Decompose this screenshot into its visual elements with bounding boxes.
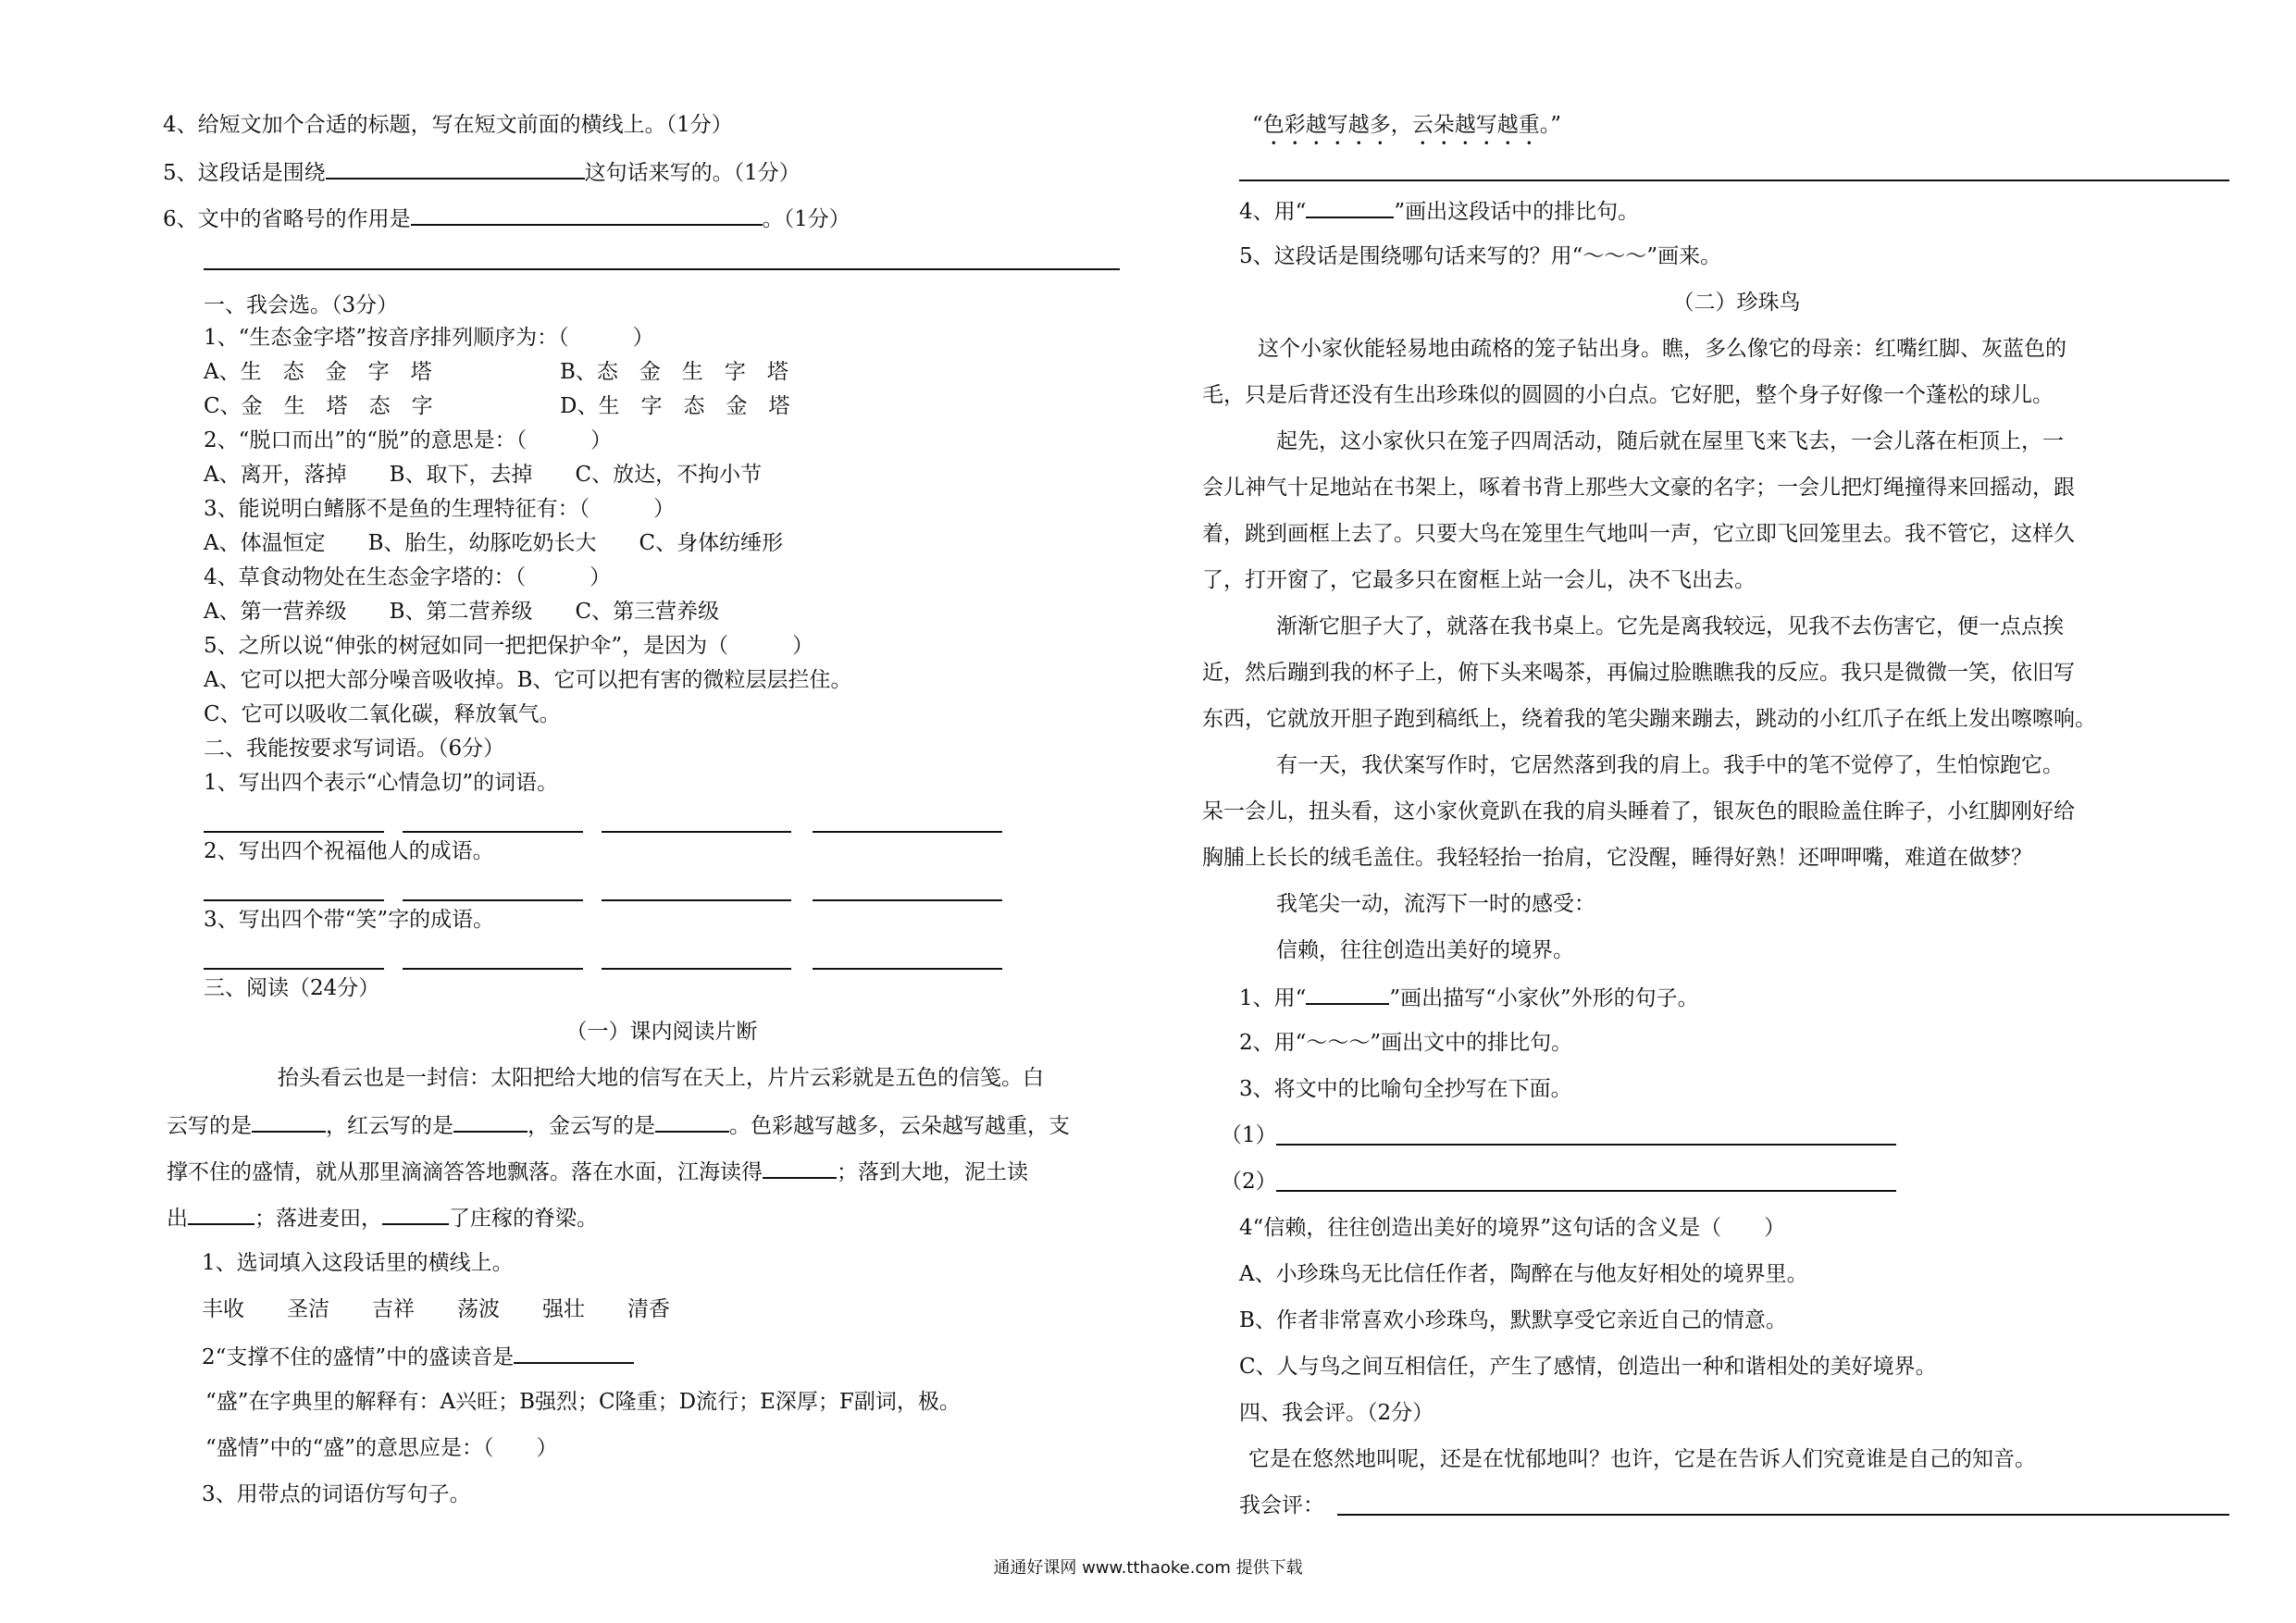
s1-q2-options: A、离开，落掉 B、取下，去掉 C、放达，不拘小节: [204, 463, 763, 487]
passage-2-line-12: 胸脯上长长的绒毛盖住。我轻轻抬一抬肩，它没醒，睡得好熟！还呷呷嘴，难道在做梦？: [1202, 846, 2032, 870]
title-line[interactable]: [204, 268, 1120, 270]
answer-blank[interactable]: [514, 1342, 634, 1364]
s1-question-5: 5、之所以说“伸张的树冠如同一把把保护伞”，是因为（ ）: [204, 634, 814, 658]
r2-q4-option-c: C、人与鸟之间互相信任，产生了感情，创造出一种和谐相处的美好境界。: [1239, 1355, 1937, 1379]
s2-question-3: 3、写出四个带“笑”字的成语。: [204, 908, 495, 932]
s1-q1-option-a: A、生 态 金 字 塔: [204, 360, 432, 384]
fill-blank[interactable]: [188, 1203, 254, 1225]
fill-blank[interactable]: [252, 1110, 326, 1133]
answer-line[interactable]: [403, 899, 583, 901]
answer-blank[interactable]: [411, 204, 763, 226]
reading-2-subtitle: （二）珍珠鸟: [1672, 291, 1801, 315]
passage-2-line-10: 有一天，我伏案写作时，它居然落到我的肩上。我手中的笔不觉停了，生怕惊跑它。: [1276, 753, 2064, 777]
underline-sample: [1306, 196, 1394, 218]
s1-q1-option-b: B、态 金 生 字 塔: [560, 360, 788, 384]
question-4: 4、给短文加个合适的标题，写在短文前面的横线上。（1分）: [163, 113, 733, 137]
r1-question-1: 1、选词填入这段话里的横线上。: [202, 1251, 514, 1275]
s2-question-1: 1、写出四个表示“心情急切”的词语。: [204, 771, 559, 795]
fill-blank[interactable]: [763, 1157, 837, 1179]
passage-1-line-3: 撑不住的盛情，就从那里滴滴答答地飘落。落在水面，江海读得 ；落到大地，泥土读: [167, 1157, 1028, 1186]
passage-2-line-2: 毛，只是后背还没有生出珍珠似的圆圆的小白点。它好肥，整个身子好像一个蓬松的球儿。: [1202, 383, 2054, 407]
r2-question-1: 1、用“ ”画出描写“小家伙”外形的句子。: [1239, 983, 1699, 1012]
r2-question-4: 4“信赖，往往创造出美好的境界”这句话的含义是（ ）: [1239, 1216, 1786, 1240]
answer-line[interactable]: [813, 968, 1002, 970]
passage-2-line-7: 渐渐它胆子大了，就落在我书桌上。它先是离我较远，见我不去伤害它，便一点点挨: [1276, 614, 2064, 638]
underline-sample: [1306, 983, 1389, 1005]
passage-2-line-3: 起先，这小家伙只在笼子四周活动，随后就在屋里飞来飞去，一会儿落在柜顶上，一: [1276, 429, 2064, 453]
passage-2-line-14: 信赖，往往创造出美好的境界。: [1276, 938, 1574, 962]
s2-question-2: 2、写出四个祝福他人的成语。: [204, 839, 494, 863]
s1-q5-option-c: C、它可以吸收二氧化碳，释放氧气。: [204, 702, 561, 726]
answer-line[interactable]: [1276, 1190, 1896, 1192]
answer-line[interactable]: [602, 899, 791, 901]
answer-line[interactable]: [403, 831, 583, 833]
s1-q1-option-d: D、生 字 态 金 塔: [560, 394, 790, 418]
r2-q4-option-b: B、作者非常喜欢小珍珠鸟，默默享受它亲近自己的情意。: [1239, 1308, 1787, 1332]
answer-line[interactable]: [403, 968, 583, 970]
fill-blank[interactable]: [453, 1110, 527, 1133]
quoted-sentence: “色彩越写越多，云朵越写越重。”: [1252, 113, 1562, 137]
s1-q1-option-c: C、金 生 塔 态 字: [204, 394, 433, 418]
fill-blank[interactable]: [655, 1110, 729, 1133]
answer-blank[interactable]: [326, 157, 585, 180]
s1-question-4: 4、草食动物处在生态金字塔的：（ ）: [204, 565, 612, 589]
question-6: 6、文中的省略号的作用是 。（1分）: [163, 204, 850, 233]
passage-2-line-9: 东西，它就放开胆子跑到稿纸上，绕着我的笔尖蹦来蹦去，跳动的小红爪子在纸上发出嚓嚓响。: [1202, 707, 2096, 731]
r1-question-3: 3、用带点的词语仿写句子。: [202, 1482, 471, 1506]
passage-1-line-4: 出 ；落进麦田， 了庄稼的脊梁。: [167, 1203, 598, 1233]
s1-q4-options: A、第一营养级 B、第二营养级 C、第三营养级: [204, 600, 720, 624]
s1-question-3: 3、能说明白鳍豚不是鱼的生理特征有：（ ）: [204, 497, 676, 521]
question-5: 5、这段话是围绕 这句话来写的。（1分）: [163, 157, 800, 187]
answer-line[interactable]: [204, 899, 384, 901]
section-3-title: 三、阅读（24分）: [204, 976, 380, 1000]
r1-q2-definition: “盛”在字典里的解释有：A兴旺；B强烈；C隆重；D流行；E深厚；F副词，极。: [205, 1390, 961, 1414]
r2-question-2: 2、用“～～～”画出文中的排比句。: [1239, 1031, 1573, 1055]
section-4-title: 四、我会评。（2分）: [1239, 1401, 1434, 1425]
passage-2-line-1: 这个小家伙能轻易地由疏格的笼子钻出身。瞧，多么像它的母亲：红嘴红脚、灰蓝色的: [1258, 337, 2066, 361]
s1-q5-options-ab: A、它可以把大部分噪音吸收掉。B、它可以把有害的微粒层层拦住。: [204, 668, 852, 692]
fill-blank[interactable]: [382, 1203, 449, 1225]
answer-line[interactable]: [602, 968, 791, 970]
passage-2-line-6: 了，打开窗了，它最多只在窗框上站一会儿，决不飞出去。: [1202, 568, 1756, 592]
answer-line[interactable]: [813, 831, 1002, 833]
s1-question-2: 2、“脱口而出”的“脱”的意思是：（ ）: [204, 428, 613, 452]
r2-q4-option-a: A、小珍珠鸟无比信任作者，陶醉在与他友好相处的境界里。: [1239, 1262, 1808, 1286]
s1-question-1: 1、“生态金字塔”按音序排列顺序为：（ ）: [204, 326, 654, 350]
r2-q3-item-2: （2）: [1221, 1170, 1277, 1194]
comment-answer-line[interactable]: [1337, 1514, 2229, 1516]
footer-credit: 通通好课网 www.tthaoke.com 提供下载: [993, 1558, 1303, 1578]
reading-1-subtitle: （一）课内阅读片断: [565, 1020, 758, 1044]
answer-line[interactable]: [204, 831, 384, 833]
answer-line[interactable]: [602, 831, 791, 833]
section-4-label: 我会评：: [1239, 1493, 1324, 1518]
section-4-text: 它是在悠然地叫呢，还是在忧郁地叫？也许，它是在告诉人们究竟谁是自己的知音。: [1248, 1447, 2036, 1471]
passage-1-line-1: 抬头看云也是一封信：太阳把给大地的信写在天上，片片云彩就是五色的信笺。白: [278, 1066, 1044, 1090]
passage-2-line-8: 近，然后蹦到我的杯子上，俯下头来喝茶，再偏过脸瞧瞧我的反应。我只是微微一笑，依旧写: [1202, 661, 2075, 685]
section-1-title: 一、我会选。（3分）: [204, 293, 399, 317]
r1-question-2: 2“支撑不住的盛情”中的盛读音是: [202, 1342, 634, 1371]
r1-question-5: 5、这段话是围绕哪句话来写的？用“～～～”画来。: [1239, 244, 1722, 268]
answer-line[interactable]: [204, 968, 384, 970]
section-2-title: 二、我能按要求写词语。（6分）: [204, 737, 505, 761]
passage-2-line-5: 着，跳到画框上去了。只要大鸟在笼里生气地叫一声，它立即飞回笼里去。我不管它，这样久: [1202, 522, 2075, 546]
passage-1-line-2: 云写的是 ，红云写的是 ，金云写的是 。色彩越写越多，云朵越写越重，支: [167, 1110, 1070, 1140]
r2-q3-item-1: （1）: [1221, 1123, 1277, 1147]
answer-line[interactable]: [813, 899, 1002, 901]
r1-q2-ask: “盛情”中的“盛”的意思应是：（ ）: [205, 1436, 558, 1460]
passage-2-line-13: 我笔尖一动，流泻下一时的感受：: [1276, 892, 1595, 916]
r1-question-4: 4、用“ ”画出这段话中的排比句。: [1239, 196, 1639, 226]
r1-word-bank: 丰收 圣洁 吉祥 荡波 强壮 清香: [202, 1297, 670, 1321]
passage-2-line-11: 呆一会儿，扭头看，这小家伙竟趴在我的肩头睡着了，银灰色的眼睑盖住眸子，小红脚刚好给: [1202, 799, 2075, 824]
answer-line[interactable]: [1239, 180, 2229, 181]
r2-question-3: 3、将文中的比喻句全抄写在下面。: [1239, 1077, 1572, 1101]
passage-2-line-4: 会儿神气十足地站在书架上，啄着书背上那些大文豪的名字；一会儿把灯绳撞得来回摇动，跟: [1202, 476, 2075, 500]
answer-line[interactable]: [1276, 1144, 1896, 1146]
s1-q3-options: A、体温恒定 B、胎生，幼豚吃奶长大 C、身体纺缍形: [204, 531, 784, 555]
